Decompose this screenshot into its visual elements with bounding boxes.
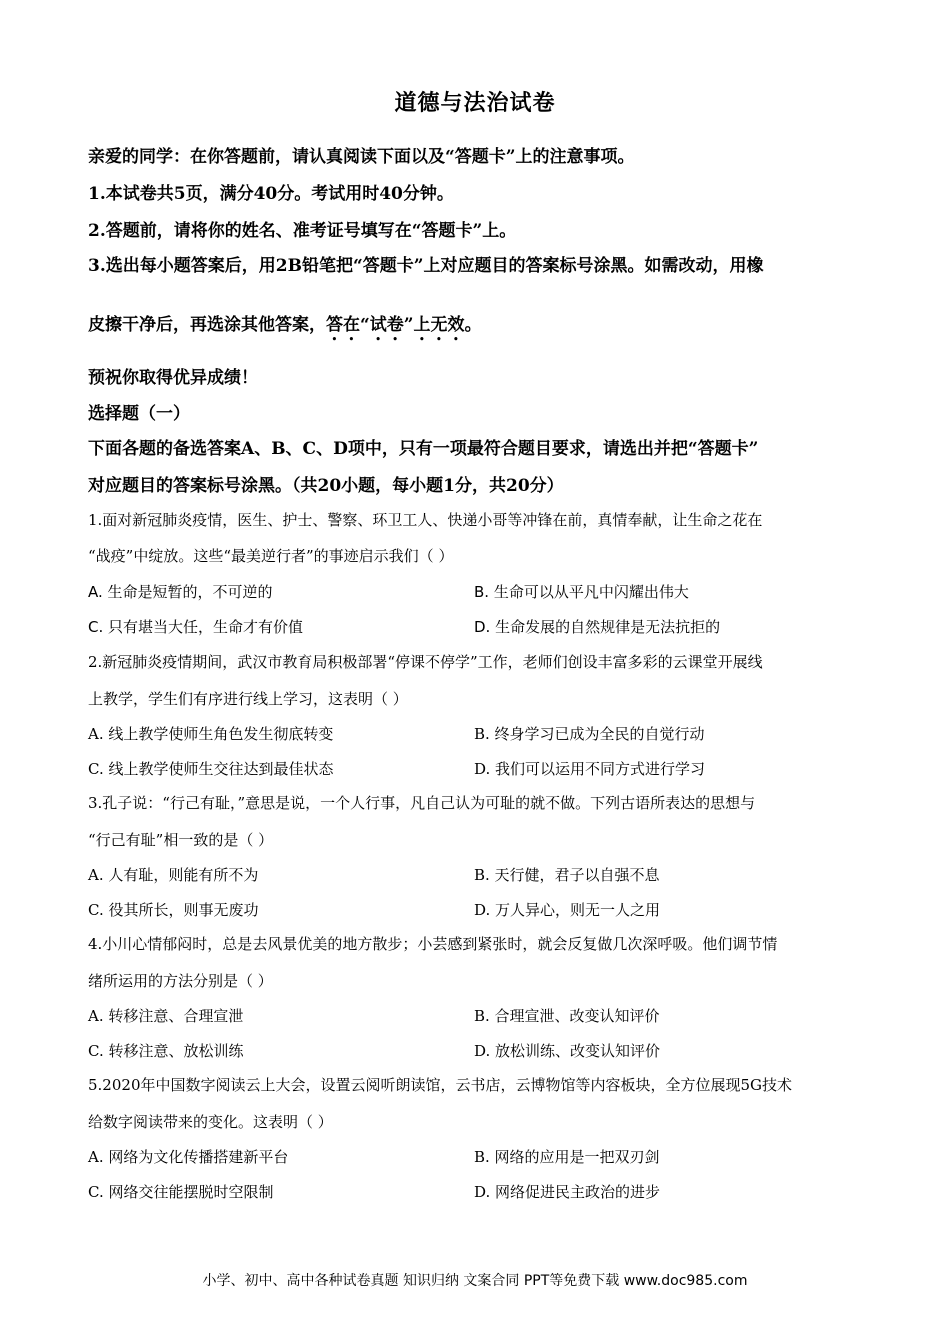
question-1-option-c[interactable]: C. 只有堪当大任，生命才有价值 (88, 618, 304, 636)
section-title: 选择题（一） (88, 404, 190, 424)
page-title: 道德与法治试卷 (394, 90, 556, 116)
question-3-line-2: “行己有耻”相一致的是（ ） (88, 831, 274, 849)
question-5-option-c[interactable]: C. 网络交往能摆脱时空限制 (88, 1183, 274, 1201)
question-3-option-a[interactable]: A. 人有耻，则能有所不为 (88, 866, 259, 884)
question-3-option-b[interactable]: B. 天行健，君子以自强不息 (474, 866, 660, 884)
question-3-line-1: 3.孔子说：“行己有耻，”意思是说，一个人行事，凡自己认为可耻的就不做。下列古语所表达的思想与 (88, 794, 756, 812)
question-1-line-2: “战疫”中绽放。这些“最美逆行者”的事迹启示我们（ ） (88, 547, 454, 565)
question-3-option-c[interactable]: C. 役其所长，则事无废功 (88, 901, 259, 919)
question-4-option-b[interactable]: B. 合理宣泄、改变认知评价 (474, 1007, 660, 1025)
question-4-option-d[interactable]: D. 放松训练、改变认知评价 (474, 1042, 661, 1060)
notice-item-1: 1.本试卷共5页，满分40分。考试用时40分钟。 (88, 184, 454, 204)
question-2-option-a[interactable]: A. 线上教学使师生角色发生彻底转变 (88, 725, 334, 743)
question-2-option-b[interactable]: B. 终身学习已成为全民的自觉行动 (474, 725, 705, 743)
notice-item-3-line-2 (88, 310, 482, 345)
question-1-option-b[interactable]: B. 生命可以从平凡中闪耀出伟大 (474, 583, 689, 601)
section-instruction-line-2: 对应题目的答案标号涂黑。（共20小题，每小题1分，共20分） (88, 476, 564, 496)
section-instruction-line-1: 下面各题的备选答案A、B、C、D项中，只有一项最符合题目要求，请选出并把“答题卡” (88, 439, 759, 459)
question-2-option-c[interactable]: C. 线上教学使师生交往达到最佳状态 (88, 760, 334, 778)
question-4-line-2: 绪所运用的方法分别是（ ） (88, 972, 273, 990)
notice-intro: 亲爱的同学：在你答题前，请认真阅读下面以及“答题卡”上的注意事项。 (88, 147, 635, 167)
question-1-line-1: 1.面对新冠肺炎疫情，医生、护士、警察、环卫工人、快递小哥等冲锋在前，真情奉献，让生命之花在 (88, 511, 763, 529)
question-4-option-c[interactable]: C. 转移注意、放松训练 (88, 1042, 244, 1060)
question-4-option-a[interactable]: A. 转移注意、合理宣泄 (88, 1007, 244, 1025)
notice-item-2: 2.答题前，请将你的姓名、准考证号填写在“答题卡”上。 (88, 221, 517, 241)
emphasized-text: 答在“试卷”上无效 (326, 315, 465, 335)
question-2-line-1: 2.新冠肺炎疫情期间，武汉市教育局积极部署“停课不停学”工作，老师们创设丰富多彩的云课堂开展线 (88, 653, 763, 671)
question-2-line-2: 上教学，学生们有序进行线上学习，这表明（ ） (88, 690, 408, 708)
notice-item-3-text: 皮擦干净后，再选涂其他答案， (88, 315, 326, 335)
question-1-option-d[interactable]: D. 生命发展的自然规律是无法抗拒的 (474, 618, 721, 636)
question-5-option-b[interactable]: B. 网络的应用是一把双刃剑 (474, 1148, 660, 1166)
question-5-line-2: 给数字阅读带来的变化。这表明（ ） (88, 1113, 333, 1131)
question-1-option-a[interactable]: A. 生命是短暂的，不可逆的 (88, 583, 273, 601)
notice-item-3-end: 。 (464, 315, 482, 335)
page-footer: 小学、初中、高中各种试卷真题 知识归纳 文案合同 PPT等免费下载 www.doc985.com (202, 1273, 748, 1289)
question-3-option-d[interactable]: D. 万人异心，则无一人之用 (474, 901, 661, 919)
wish-text: 预祝你取得优异成绩！ (88, 368, 258, 388)
notice-item-3-line-1: 3.选出每小题答案后，用2B铅笔把“答题卡”上对应题目的答案标号涂黑。如需改动，用橡 (88, 256, 764, 276)
question-2-option-d[interactable]: D. 我们可以运用不同方式进行学习 (474, 760, 706, 778)
question-5-line-1: 5.2020年中国数字阅读云上大会，设置云阅听朗读馆，云书店，云博物馆等内容板块，全方位展现5G技术 (88, 1076, 793, 1094)
question-5-option-a[interactable]: A. 网络为文化传播搭建新平台 (88, 1148, 289, 1166)
question-4-line-1: 4.小川心情郁闷时，总是去风景优美的地方散步；小芸感到紧张时，就会反复做几次深呼吸。他们调节情 (88, 935, 778, 953)
question-5-option-d[interactable]: D. 网络促进民主政治的进步 (474, 1183, 661, 1201)
